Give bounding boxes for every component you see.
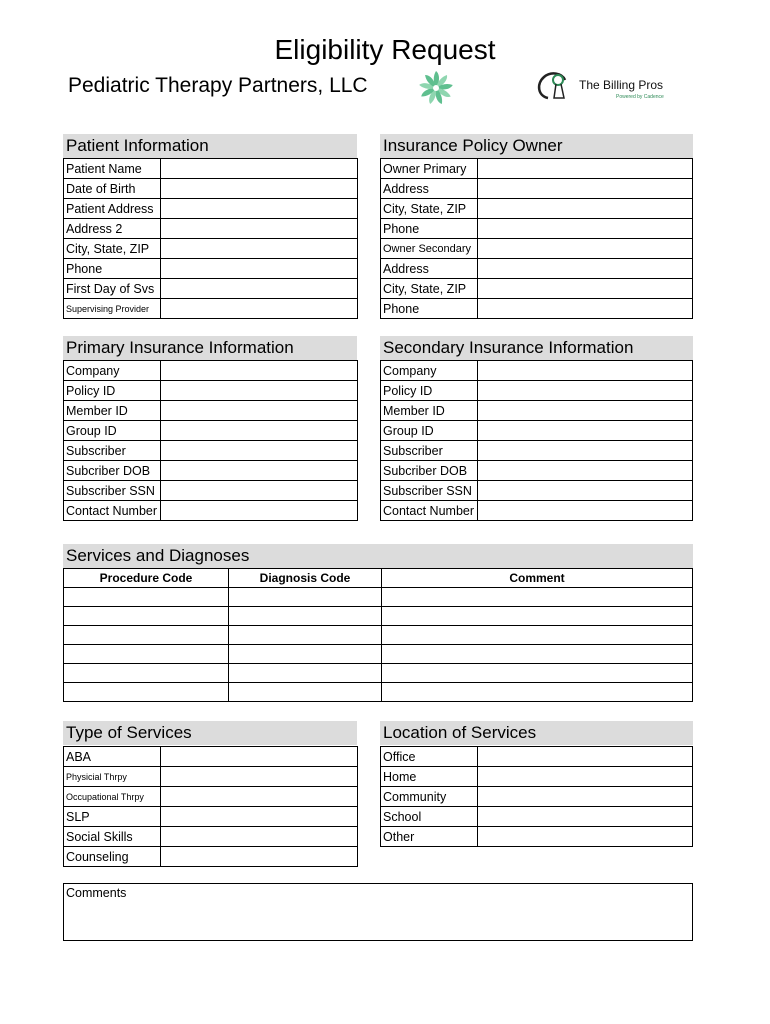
form-row xyxy=(64,239,358,259)
procedure-code-header: Procedure Code xyxy=(64,569,229,588)
patient-address-input[interactable] xyxy=(161,199,358,219)
field-label: Subcriber DOB xyxy=(64,461,161,481)
procedure-code-cell[interactable] xyxy=(64,683,229,702)
form-row xyxy=(64,401,358,421)
field-label: Counseling xyxy=(64,847,161,867)
field-label: Member ID xyxy=(381,401,478,421)
primary-subscriber-ssn-input[interactable] xyxy=(161,481,358,501)
field-label: Subscriber xyxy=(64,441,161,461)
owner-primary-input[interactable] xyxy=(478,159,693,179)
form-row xyxy=(381,461,693,481)
field-label: Owner Primary xyxy=(381,159,478,179)
owner-secondary-address-input[interactable] xyxy=(478,259,693,279)
comment-header: Comment xyxy=(382,569,693,588)
owner-primary-city-input[interactable] xyxy=(478,199,693,219)
secondary-contact-number-input[interactable] xyxy=(478,501,693,521)
comment-cell[interactable] xyxy=(382,607,693,626)
services-diagnoses-heading: Services and Diagnoses xyxy=(63,544,693,568)
school-input[interactable] xyxy=(478,807,693,827)
comment-cell[interactable] xyxy=(382,626,693,645)
company-name: Pediatric Therapy Partners, LLC xyxy=(68,74,368,97)
field-label: Phone xyxy=(381,219,478,239)
home-input[interactable] xyxy=(478,767,693,787)
procedure-code-cell[interactable] xyxy=(64,645,229,664)
comment-cell[interactable] xyxy=(382,645,693,664)
diagnosis-code-cell[interactable] xyxy=(229,645,382,664)
table-row xyxy=(64,645,693,664)
field-label: Subscriber xyxy=(381,441,478,461)
field-label: Patient Name xyxy=(64,159,161,179)
form-row xyxy=(381,787,693,807)
field-label: School xyxy=(381,807,478,827)
field-label: Owner Secondary xyxy=(381,239,478,259)
logo-subtext: Powered by Cadence xyxy=(616,94,664,100)
table-row xyxy=(64,588,693,607)
field-label: Home xyxy=(381,767,478,787)
secondary-subscriber-input[interactable] xyxy=(478,441,693,461)
field-label: Contact Number xyxy=(64,501,161,521)
form-row xyxy=(64,219,358,239)
aba-input[interactable] xyxy=(161,747,358,767)
field-label: Address 2 xyxy=(64,219,161,239)
form-row xyxy=(64,381,358,401)
field-label: Phone xyxy=(381,299,478,319)
owner-secondary-input[interactable] xyxy=(478,239,693,259)
primary-subscriber-input[interactable] xyxy=(161,441,358,461)
secondary-subscriber-dob-input[interactable] xyxy=(478,461,693,481)
phone-input[interactable] xyxy=(161,259,358,279)
table-row xyxy=(64,607,693,626)
diagnosis-code-cell[interactable] xyxy=(229,607,382,626)
address-2-input[interactable] xyxy=(161,219,358,239)
form-row xyxy=(64,199,358,219)
form-row xyxy=(64,847,358,867)
form-row xyxy=(64,501,358,521)
logo-text: The Billing Pros xyxy=(579,78,664,92)
form-row xyxy=(381,401,693,421)
form-row xyxy=(64,481,358,501)
form-row xyxy=(381,767,693,787)
field-label: City, State, ZIP xyxy=(381,199,478,219)
diagnosis-code-header: Diagnosis Code xyxy=(229,569,382,588)
form-row xyxy=(381,199,693,219)
first-day-of-svs-input[interactable] xyxy=(161,279,358,299)
form-row xyxy=(381,259,693,279)
patient-information-table xyxy=(63,158,358,319)
secondary-policy-id-input[interactable] xyxy=(478,381,693,401)
diagnosis-code-cell[interactable] xyxy=(229,664,382,683)
field-label: Company xyxy=(381,361,478,381)
insurance-policy-owner-table xyxy=(380,158,693,319)
form-row xyxy=(381,239,693,259)
primary-company-input[interactable] xyxy=(161,361,358,381)
table-row xyxy=(64,683,693,702)
comment-cell[interactable] xyxy=(382,588,693,607)
form-row xyxy=(64,179,358,199)
form-row xyxy=(381,219,693,239)
type-of-services-heading: Type of Services xyxy=(63,721,357,745)
owner-primary-address-input[interactable] xyxy=(478,179,693,199)
form-row xyxy=(381,421,693,441)
date-of-birth-input[interactable] xyxy=(161,179,358,199)
comment-cell[interactable] xyxy=(382,664,693,683)
field-label: Member ID xyxy=(64,401,161,421)
field-label: Supervising Provider xyxy=(64,299,161,319)
primary-group-id-input[interactable] xyxy=(161,421,358,441)
field-label: City, State, ZIP xyxy=(381,279,478,299)
form-row xyxy=(381,159,693,179)
secondary-member-id-input[interactable] xyxy=(478,401,693,421)
secondary-insurance-heading: Secondary Insurance Information xyxy=(380,336,693,360)
secondary-group-id-input[interactable] xyxy=(478,421,693,441)
field-label: Office xyxy=(381,747,478,767)
community-input[interactable] xyxy=(478,787,693,807)
field-label: Policy ID xyxy=(381,381,478,401)
form-row xyxy=(381,747,693,767)
form-row xyxy=(381,807,693,827)
counseling-input[interactable] xyxy=(161,847,358,867)
table-row xyxy=(64,626,693,645)
other-input[interactable] xyxy=(478,827,693,847)
primary-insurance-table xyxy=(63,360,358,521)
billing-pros-logo xyxy=(534,68,674,104)
procedure-code-cell[interactable] xyxy=(64,607,229,626)
field-label: Address xyxy=(381,259,478,279)
page-title: Eligibility Request xyxy=(274,34,496,65)
field-label: Occupational Thrpy xyxy=(64,787,161,807)
type-of-services-table xyxy=(63,746,358,867)
form-row xyxy=(64,747,358,767)
form-row xyxy=(381,361,693,381)
form-row xyxy=(381,279,693,299)
form-row xyxy=(381,179,693,199)
comments-label: Comments xyxy=(66,886,127,900)
supervising-provider-input[interactable] xyxy=(161,299,358,319)
field-label: Physicial Thrpy xyxy=(64,767,161,787)
procedure-code-cell[interactable] xyxy=(64,664,229,683)
form-row xyxy=(381,381,693,401)
field-label: Policy ID xyxy=(64,381,161,401)
form-row xyxy=(64,461,358,481)
primary-subscriber-dob-input[interactable] xyxy=(161,461,358,481)
field-label: Group ID xyxy=(381,421,478,441)
form-row xyxy=(64,441,358,461)
field-label: City, State, ZIP xyxy=(64,239,161,259)
field-label: Patient Address xyxy=(64,199,161,219)
form-row xyxy=(381,299,693,319)
secondary-insurance-table xyxy=(380,360,693,521)
keyhole-logo-icon xyxy=(534,68,580,104)
field-label: First Day of Svs xyxy=(64,279,161,299)
owner-secondary-city-input[interactable] xyxy=(478,279,693,299)
diagnosis-code-cell[interactable] xyxy=(229,588,382,607)
patient-information-heading: Patient Information xyxy=(63,134,357,158)
occupational-therapy-input[interactable] xyxy=(161,787,358,807)
form-row xyxy=(64,279,358,299)
field-label: Subcriber DOB xyxy=(381,461,478,481)
insurance-policy-owner-heading: Insurance Policy Owner xyxy=(380,134,693,158)
form-row xyxy=(381,441,693,461)
physical-therapy-input[interactable] xyxy=(161,767,358,787)
field-label: Subscriber SSN xyxy=(381,481,478,501)
field-label: ABA xyxy=(64,747,161,767)
form-row xyxy=(64,787,358,807)
field-label: Contact Number xyxy=(381,501,478,521)
primary-policy-id-input[interactable] xyxy=(161,381,358,401)
form-row xyxy=(64,807,358,827)
field-label: Date of Birth xyxy=(64,179,161,199)
location-of-services-heading: Location of Services xyxy=(380,721,693,745)
slp-input[interactable] xyxy=(161,807,358,827)
field-label: Group ID xyxy=(64,421,161,441)
social-skills-input[interactable] xyxy=(161,827,358,847)
office-input[interactable] xyxy=(478,747,693,767)
primary-member-id-input[interactable] xyxy=(161,401,358,421)
field-label: Company xyxy=(64,361,161,381)
field-label: Subscriber SSN xyxy=(64,481,161,501)
patient-name-input[interactable] xyxy=(161,159,358,179)
table-header-row xyxy=(64,569,693,588)
procedure-code-cell[interactable] xyxy=(64,626,229,645)
field-label: Other xyxy=(381,827,478,847)
field-label: SLP xyxy=(64,807,161,827)
form-row xyxy=(64,421,358,441)
field-label: Social Skills xyxy=(64,827,161,847)
diagnosis-code-cell[interactable] xyxy=(229,683,382,702)
pinwheel-logo-icon xyxy=(418,70,454,106)
primary-contact-number-input[interactable] xyxy=(161,501,358,521)
form-row xyxy=(64,159,358,179)
form-row xyxy=(381,501,693,521)
comments-box[interactable] xyxy=(63,883,693,941)
location-of-services-table xyxy=(380,746,693,847)
field-label: Phone xyxy=(64,259,161,279)
field-label: Community xyxy=(381,787,478,807)
field-label: Address xyxy=(381,179,478,199)
form-row xyxy=(381,481,693,501)
owner-secondary-phone-input[interactable] xyxy=(478,299,693,319)
secondary-company-input[interactable] xyxy=(478,361,693,381)
form-row xyxy=(64,827,358,847)
form-row xyxy=(64,259,358,279)
table-row xyxy=(64,664,693,683)
owner-primary-phone-input[interactable] xyxy=(478,219,693,239)
form-row xyxy=(64,767,358,787)
diagnosis-code-cell[interactable] xyxy=(229,626,382,645)
secondary-subscriber-ssn-input[interactable] xyxy=(478,481,693,501)
city-state-zip-input[interactable] xyxy=(161,239,358,259)
form-row xyxy=(64,299,358,319)
services-diagnoses-table xyxy=(63,568,693,702)
comment-cell[interactable] xyxy=(382,683,693,702)
primary-insurance-heading: Primary Insurance Information xyxy=(63,336,357,360)
form-row xyxy=(381,827,693,847)
form-row xyxy=(64,361,358,381)
procedure-code-cell[interactable] xyxy=(64,588,229,607)
